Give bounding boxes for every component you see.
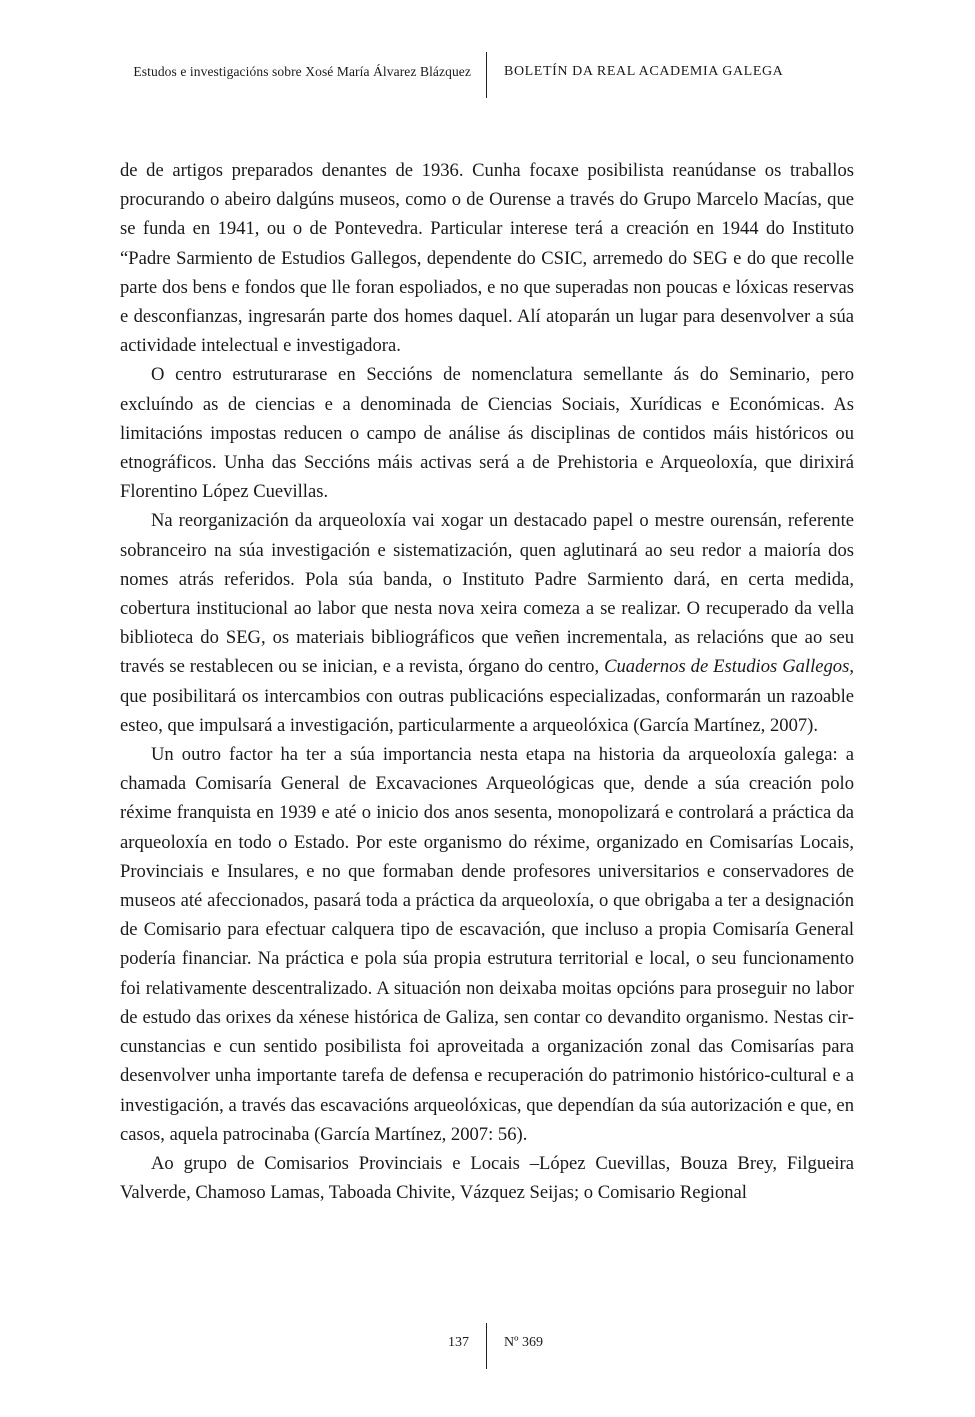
header-journal-title: BOLETÍN DA REAL ACADEMIA GALEGA <box>504 64 784 79</box>
running-header <box>0 52 975 98</box>
article-body <box>120 156 854 1207</box>
paragraph-text-before: Na reorganización da arqueoloxía vai xogar un destacado papel o mestre ourensán, referente sobranceiro na súa investigación e sistematización, quen aglutinará ao seu redor a maioría dos nomes atrás referidos. Pola súa banda, o Instituto Padre Sarmiento dará, en certa medida, cobertura institucional ao labor que nesta nova xeira comeza a se realizar. O recuperado da vella biblioteca do SEG, os materiais bibliográficos que veñen incrementala, as relacións que ao seu través se restablecen ou se inician, e a revista, órgano do centro, <box>120 510 854 678</box>
paragraph-continued: de de artigos preparados denantes de 1936. Cunha focaxe posibilista reanúdanse os traballos procurando o abeiro dalgúns museos, como o de Ourense a través do Grupo Marcelo Macías, que se funda en 1941, ou o de Pontevedra. Particular interese terá a creación en 1944 do Instituto “Padre Sarmiento de Estudios Gallegos, dependente do CSIC, arremedo do SEG e do que recolle parte dos bens e fondos que lle foran espoliados, e no que superadas non poucas e lóxicas reservas e desconfianzas, ingresarán parte dos homes daquel. Alí atoparán un lugar para desenvolver a súa actividade intelectual e investigadora. <box>120 160 854 357</box>
journal-title-italic: Cuadernos de Estudios Gallegos <box>604 656 850 678</box>
paragraph-centro: O centro estruturarase en Seccións de nomenclatura semellante ás do Seminario, pero excluíndo as de ciencias e a denominada de Ciencias Sociais, Xurídicas e Económicas. As limitacións impostas reducen o campo de análise ás disciplinas de contidos máis históricos ou etnográficos. Unha das Seccións máis activas será a de Prehistoria e Arqueoloxía, que dirixirá Florentino López Cuevillas. <box>120 364 854 503</box>
paragraph-comisaria: Un outro factor ha ter a súa importancia nesta etapa na historia da arqueoloxía galega: a chamada Comisaría General de Excavaciones Arqueológicas que, dende a súa creación polo réxime franquista en 1939 e até o inicio dos anos sesenta, monopolizará e controlará a práctica da arqueoloxía en todo o Estado. Por este organismo do réxime, organizado en Comisarías Locais, Provinciais e Insulares, e no que formaban dende profesores universitarios e conservadores de museos até afeccionados, pasará toda a práctica da arqueoloxía, o que obrigaba a ter a designación de Comisario para efectuar calquera tipo de escavación, que incluso a propia Comisaría General podería financiar. Na práctica e pola súa propia estrutura territorial e local, o seu funcionamento foi relativamente descentralizado. A situación non deixaba moitas opcións para proseguir no labor de estudo das orixes da xénese histórica de Galiza, sen contar co devandito organismo. Nestas circunstancias e cun sentido posibilista foi aproveitada a organización zonal das Comisarías para desenvolver unha importante tarefa de defensa e recuperación do patrimonio histórico-cultural e a investigación, a través das escavacións arqueolóxicas, que dependían da súa autorización e que, en casos, aquela patrocinaba (García Martínez, 2007: 56). <box>120 744 854 1145</box>
paragraph-comisarios: Ao grupo de Comisarios Provinciais e Locais –López Cuevillas, Bouza Brey, Filgueira Valverde, Chamoso Lamas, Taboada Chivite, Vázquez Seijas; o Comisario Regional <box>120 1152 854 1204</box>
issue-number: Nº 369 <box>504 1335 543 1350</box>
footer-divider <box>486 1323 487 1369</box>
header-series-title: Estudos e investigacións sobre Xosé María Álvarez Blázquez <box>133 64 471 79</box>
header-divider <box>486 52 487 98</box>
page-number: 137 <box>448 1335 469 1350</box>
paragraph-text-after: , que posibilitará os intercambios con outras publicacións especializadas, conformarán un razoable esteo, que impulsará a investigación, particularmente a arqueolóxica (García Martínez, 2007). <box>120 656 854 736</box>
paragraph-reorganizacion <box>120 506 854 740</box>
page-footer <box>0 1323 975 1369</box>
